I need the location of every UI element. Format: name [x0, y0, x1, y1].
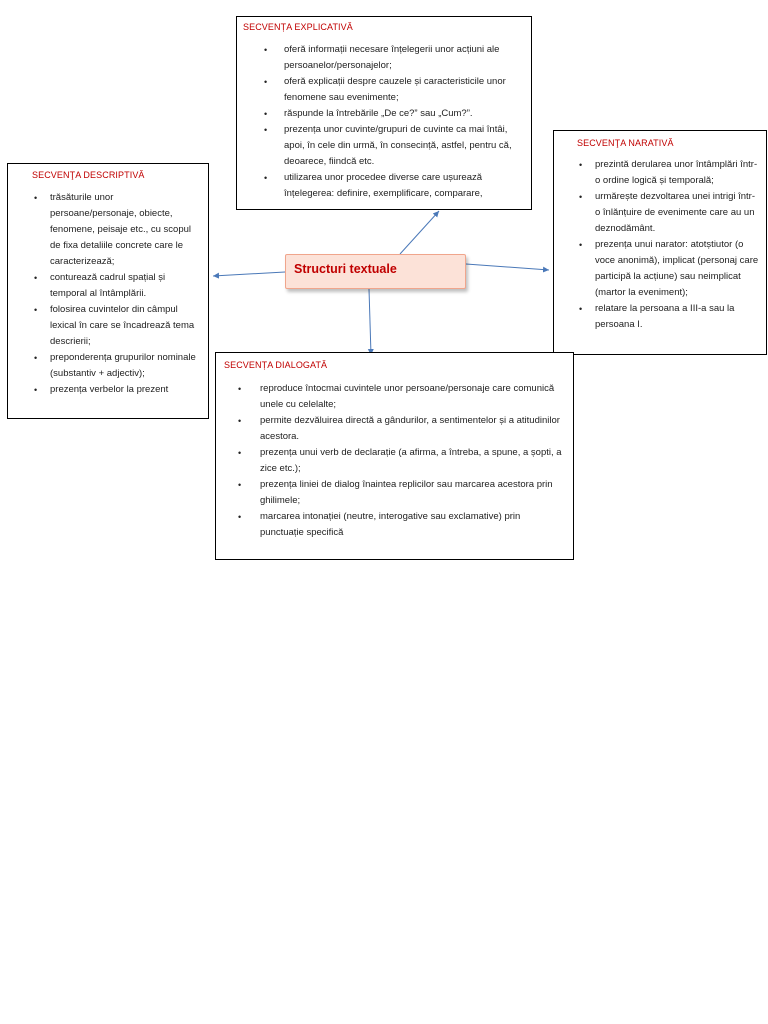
arrow-to-descriptiva	[213, 272, 285, 276]
list-item: • permite dezvăluirea directă a gândurilor, a sentimentelor și a atitudinilor acestora.	[260, 413, 565, 445]
list-dialogata	[224, 381, 565, 541]
list-item: • conturează cadrul spațial și temporal al întâmplării.	[50, 270, 202, 302]
list-item: • răspunde la întrebările „De ce?” sau „Cum?”.	[284, 106, 523, 122]
list-item: • relatare la persoana a III-a sau la persoana I.	[595, 301, 760, 333]
arrow-to-narativa	[466, 264, 549, 270]
list-item: • trăsăturile unor persoane/personaje, obiecte, fenomene, peisaje etc., cu scopul de fixa detaliile concrete care le caracterizează;	[50, 190, 202, 270]
list-item: • prezența liniei de dialog înaintea replicilor sau marcarea acestora prin ghilimele;	[260, 477, 565, 509]
box-secventa-descriptiva	[7, 163, 209, 419]
arrow-to-explicativa	[400, 211, 439, 254]
list-item: • preponderența grupurilor nominale (substantiv + adjectiv);	[50, 350, 202, 382]
list-item: • prezența unui verb de declarație (a afirma, a întreba, a spune, a șopti, a zice etc.);	[260, 445, 565, 477]
list-item: • oferă informații necesare înțelegerii unor acțiuni ale persoanelor/personajelor;	[284, 42, 523, 74]
heading-explicativa: SECVENȚA EXPLICATIVĂ	[243, 22, 353, 32]
list-item: • marcarea intonației (neutre, interogative sau exclamative) prin punctuație specifică	[260, 509, 565, 541]
box-secventa-narativa	[553, 130, 767, 355]
heading-narativa: SECVENŢA NARATIVĂ	[577, 138, 674, 148]
list-item: • prezintă derularea unor întâmplări într-o ordine logică și temporală;	[595, 157, 760, 189]
center-node-structuri-textuale	[285, 254, 466, 289]
box-secventa-explicativa	[236, 16, 532, 210]
list-explicativa	[243, 42, 523, 202]
list-narativa	[577, 157, 760, 333]
list-item: • reproduce întocmai cuvintele unor persoane/personaje care comunică unele cu celelalte;	[260, 381, 565, 413]
heading-descriptiva: SECVENŢA DESCRIPTIVĂ	[32, 170, 145, 180]
list-item: • prezența unor cuvinte/grupuri de cuvinte ca mai întâi, apoi, în cele din urmă, în consecință, astfel, pentru că, deoarece, fiindcă etc.	[284, 122, 523, 170]
list-item: • oferă explicații despre cauzele și caracteristicile unor fenomene sau evenimente;	[284, 74, 523, 106]
list-item: • prezența verbelor la prezent	[50, 382, 202, 398]
heading-dialogata: SECVENȚA DIALOGATĂ	[224, 360, 328, 370]
list-descriptiva	[32, 190, 202, 398]
arrow-to-dialogata	[369, 289, 371, 355]
list-item: • prezența unui narator: atotștiutor (o voce anonimă), implicat (personaj care participă la acțiune) sau neimplicat (martor la eveniment);	[595, 237, 760, 301]
list-item: • urmărește dezvoltarea unei intrigi într-o înlănțuire de evenimente care au un deznodământ.	[595, 189, 760, 237]
center-title: Structuri textuale	[294, 262, 397, 276]
box-secventa-dialogata	[215, 352, 574, 560]
list-item: • folosirea cuvintelor din câmpul lexical în care se încadrează tema descrierii;	[50, 302, 202, 350]
list-item: • utilizarea unor procedee diverse care ușurează înțelegerea: definire, exemplificare, comparare,	[284, 170, 523, 202]
